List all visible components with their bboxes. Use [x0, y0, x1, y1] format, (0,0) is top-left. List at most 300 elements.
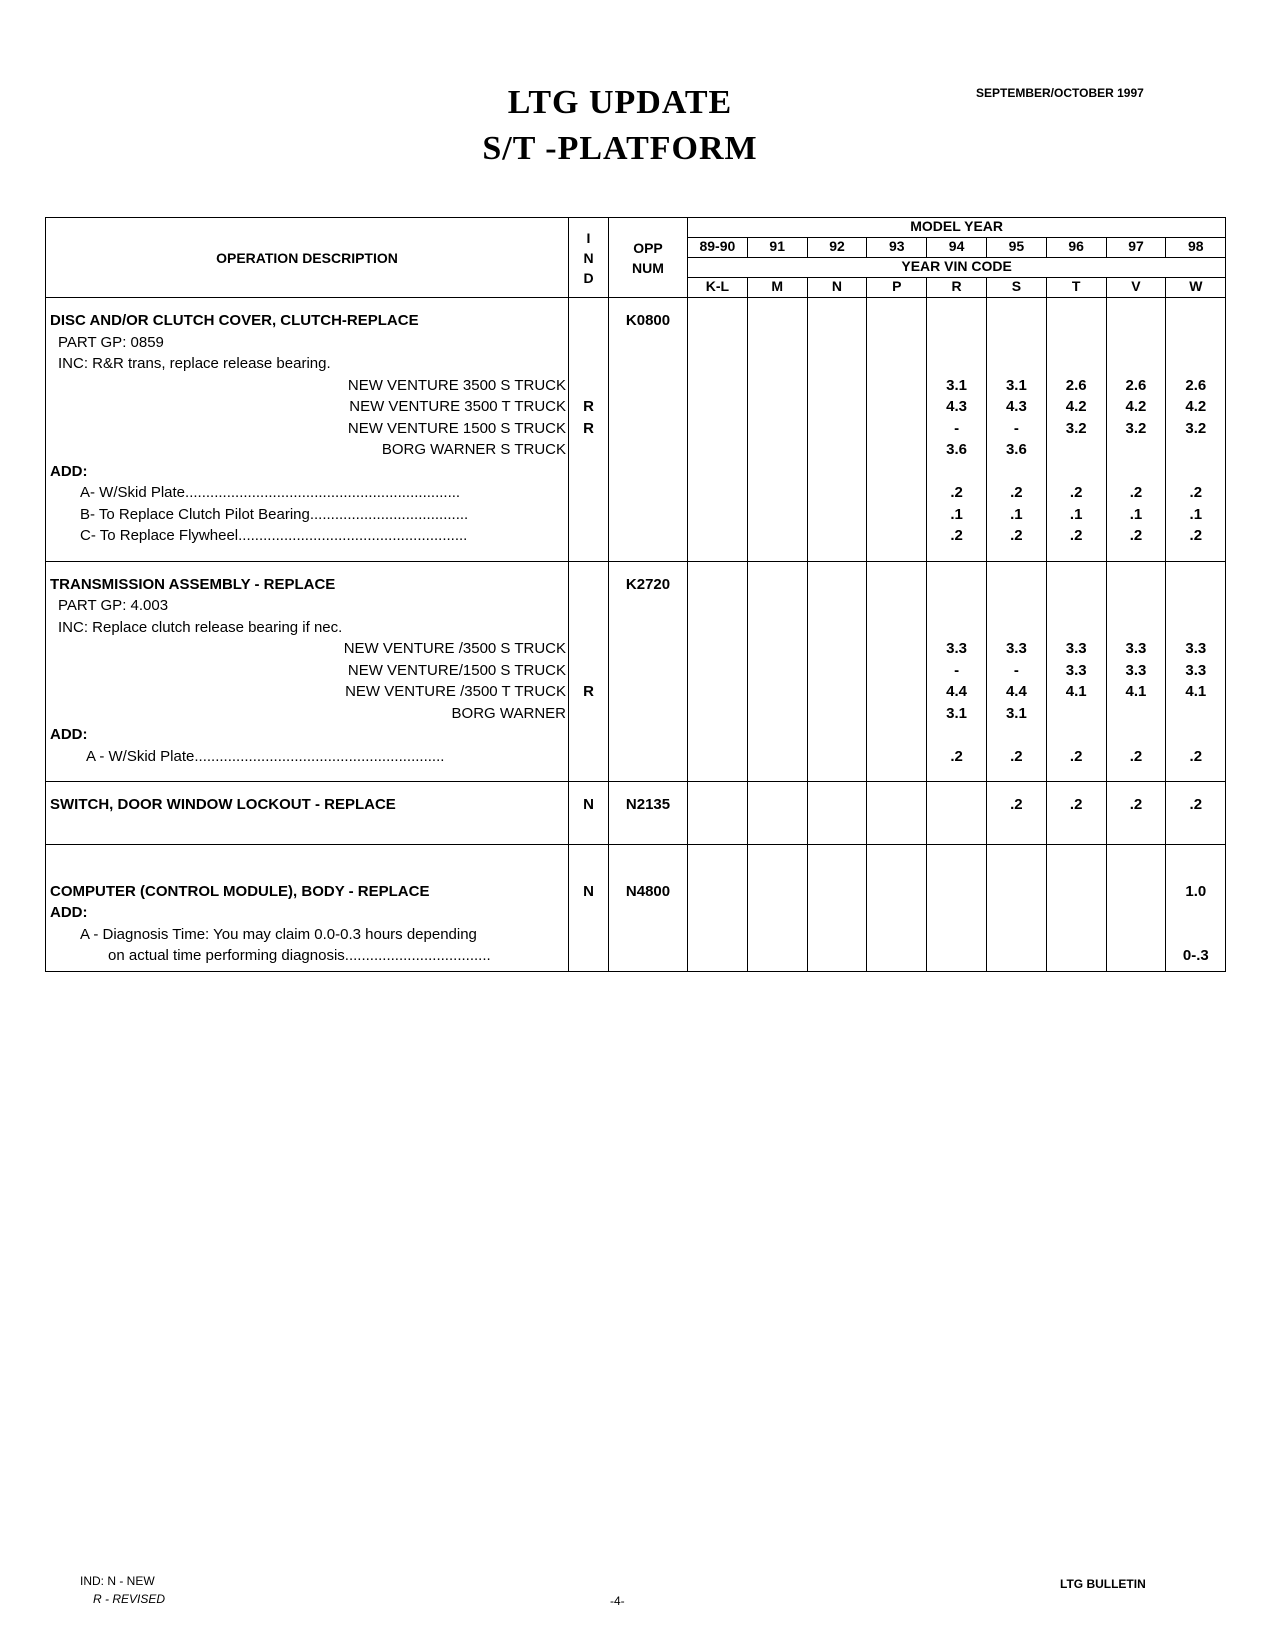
labor-time-value: .2 [950, 484, 963, 501]
labor-time-value [1047, 902, 1106, 924]
labor-time-value: 3.2 [1185, 419, 1207, 437]
labor-time-value [1047, 703, 1106, 725]
page-number: -4- [610, 1594, 625, 1608]
labor-time-value: 4.2 [1185, 398, 1207, 415]
opp-num [609, 617, 687, 639]
labor-time-value [1107, 439, 1166, 461]
labor-time-value: 3.2 [1065, 419, 1087, 437]
ind-flag: R [583, 419, 594, 437]
labor-time-value: .2 [1189, 747, 1203, 765]
labor-time-value [1047, 881, 1106, 903]
description-line: A- W/Skid Plate.................................................................. [80, 484, 461, 501]
header-vin-4: R [927, 278, 987, 298]
labor-time-value: 4.1 [1185, 683, 1207, 700]
header-year-6: 96 [1046, 238, 1106, 258]
labor-time-value [688, 525, 747, 547]
ind-flag [569, 461, 608, 483]
header-vin-7: V [1106, 278, 1166, 298]
labor-time-value [748, 439, 807, 461]
ind-cell [569, 298, 609, 562]
labor-time-value [987, 617, 1046, 639]
labor-time-value [808, 332, 867, 354]
labor-time-value [808, 396, 867, 418]
labor-time-value [987, 310, 1046, 332]
labor-time-cell-89-90 [688, 844, 748, 971]
labor-time-value [927, 310, 986, 332]
labor-time-value [808, 902, 867, 924]
header-vin-1: M [747, 278, 807, 298]
opp-num-cell [609, 844, 688, 971]
labor-time-value [688, 353, 747, 375]
labor-time-cell-98 [1166, 844, 1226, 971]
labor-time-value [808, 617, 867, 639]
ind-flag: N [583, 882, 594, 900]
labor-time-cell-94 [927, 561, 987, 782]
labor-time-value: 3.1 [946, 376, 968, 394]
header-year-0: 89-90 [688, 238, 748, 258]
description-line: BORG WARNER S TRUCK [381, 441, 566, 458]
opp-num [609, 902, 687, 924]
header-operation-description: OPERATION DESCRIPTION [46, 218, 569, 298]
description-line: NEW VENTURE/1500 S TRUCK [347, 661, 566, 679]
description-line: PART GP: 0859 [58, 333, 164, 351]
description-line: C- To Replace Flywheel....................................................... [80, 527, 468, 544]
labor-time-value [808, 310, 867, 332]
opp-num [609, 660, 687, 682]
header-year-4: 94 [927, 238, 987, 258]
labor-time-value: - [954, 661, 960, 679]
labor-time-value: 3.1 [1005, 704, 1027, 722]
labor-time-value: 2.6 [1065, 376, 1087, 394]
labor-time-value [808, 794, 867, 816]
labor-time-value [1166, 332, 1225, 354]
opp-num [609, 746, 687, 768]
labor-time-value [867, 482, 926, 504]
opp-num [609, 703, 687, 725]
labor-time-value [867, 504, 926, 526]
labor-time-value [867, 638, 926, 660]
ind-flag [569, 375, 608, 397]
labor-time-value [808, 461, 867, 483]
labor-time-value [1107, 724, 1166, 746]
labor-time-value [808, 945, 867, 967]
labor-time-value [927, 724, 986, 746]
labor-time-value [927, 924, 986, 946]
labor-time-value [927, 574, 986, 596]
labor-time-value: .2 [1189, 527, 1203, 544]
labor-time-value [688, 375, 747, 397]
labor-time-value [867, 595, 926, 617]
opp-num: K2720 [625, 575, 671, 593]
opp-num [609, 638, 687, 660]
ind-flag [569, 595, 608, 617]
labor-time-value: .2 [1069, 796, 1083, 813]
labor-time-value [748, 396, 807, 418]
labor-time-cell-97 [1106, 782, 1166, 845]
labor-time-value: .2 [1010, 527, 1023, 544]
labor-time-value [867, 617, 926, 639]
opp-num [609, 525, 687, 547]
labor-time-value [1047, 617, 1106, 639]
labor-time-value [688, 332, 747, 354]
opp-num [609, 945, 687, 967]
description-line: DISC AND/OR CLUTCH COVER, CLUTCH-REPLACE [50, 312, 419, 329]
labor-time-value [808, 881, 867, 903]
labor-time-value [808, 574, 867, 596]
labor-time-value [748, 945, 807, 967]
labor-time-value [808, 660, 867, 682]
labor-time-value [867, 375, 926, 397]
labor-operations-table [45, 217, 1226, 972]
labor-time-value [748, 724, 807, 746]
labor-time-value [748, 638, 807, 660]
labor-time-value [748, 310, 807, 332]
labor-time-cell-92 [807, 844, 867, 971]
labor-time-value: .2 [950, 747, 963, 765]
labor-time-value [1107, 595, 1166, 617]
description-line: NEW VENTURE 3500 S TRUCK [347, 376, 566, 394]
labor-time-value: 3.3 [1065, 640, 1087, 657]
labor-time-value [987, 902, 1046, 924]
operation-row [46, 782, 1226, 845]
labor-time-value: .1 [950, 505, 963, 523]
labor-time-value [867, 461, 926, 483]
opp-num-cell [609, 782, 688, 845]
description-line: A - Diagnosis Time: You may claim 0.0-0.3 hours depending [80, 925, 477, 943]
labor-time-value [688, 574, 747, 596]
ind-cell [569, 561, 609, 782]
description-line: NEW VENTURE 3500 T TRUCK [349, 398, 566, 415]
description-line: PART GP: 4.003 [58, 597, 169, 614]
header-ind: I N D [569, 218, 609, 298]
labor-time-value [1047, 945, 1106, 967]
labor-time-value: .2 [1010, 796, 1023, 813]
labor-time-value: .2 [1129, 527, 1143, 544]
labor-time-value: 3.6 [946, 441, 968, 458]
labor-time-value [688, 617, 747, 639]
labor-time-value: 4.2 [1125, 398, 1147, 415]
labor-time-value [748, 703, 807, 725]
labor-time-cell-95 [986, 298, 1046, 562]
labor-time-cell-93 [867, 844, 927, 971]
opp-num: N2135 [625, 796, 671, 813]
opp-num: N4800 [625, 882, 671, 900]
labor-time-value [867, 703, 926, 725]
labor-time-value [1107, 881, 1166, 903]
labor-time-value [808, 924, 867, 946]
ind-flag [569, 924, 608, 946]
opp-num [609, 375, 687, 397]
labor-time-value [1166, 617, 1225, 639]
labor-time-value [1047, 310, 1106, 332]
labor-time-value [808, 375, 867, 397]
labor-time-value [1166, 310, 1225, 332]
header-year-5: 95 [986, 238, 1046, 258]
operation-row [46, 844, 1226, 971]
page-title: LTG UPDATE [507, 84, 733, 121]
labor-time-value [1166, 924, 1225, 946]
labor-time-value [688, 924, 747, 946]
labor-time-value [748, 461, 807, 483]
header-year-7: 97 [1106, 238, 1166, 258]
ind-flag [569, 703, 608, 725]
description-line: INC: R&R trans, replace release bearing. [58, 355, 331, 372]
labor-time-value [987, 945, 1046, 967]
ind-flag [569, 902, 608, 924]
labor-time-cell-93 [867, 782, 927, 845]
labor-time-value [1166, 439, 1225, 461]
labor-time-value: .2 [1069, 747, 1083, 765]
header-vin-0: K-L [688, 278, 748, 298]
labor-time-value: .2 [1129, 484, 1143, 501]
operation-row [46, 298, 1226, 562]
labor-time-value: 3.3 [1185, 640, 1207, 657]
labor-time-value: 1.0 [1185, 882, 1207, 900]
labor-time-value [987, 724, 1046, 746]
header-year-1: 91 [747, 238, 807, 258]
labor-time-value: .1 [1010, 505, 1023, 523]
header-year-3: 93 [867, 238, 927, 258]
ind-flag [569, 310, 608, 332]
issue-date: SEPTEMBER/OCTOBER 1997 [976, 86, 1144, 100]
labor-time-value: 3.3 [1065, 661, 1087, 679]
labor-time-value [867, 396, 926, 418]
labor-time-value [927, 595, 986, 617]
legend-revised: R - REVISED [93, 1592, 166, 1606]
labor-time-value [867, 681, 926, 703]
labor-time-value [748, 418, 807, 440]
labor-time-cell-93 [867, 561, 927, 782]
description-line: on actual time performing diagnosis................................... [108, 947, 491, 964]
description-line: A - W/Skid Plate............................................................ [86, 747, 445, 765]
labor-time-value [1047, 924, 1106, 946]
labor-time-cell-96 [1046, 782, 1106, 845]
labor-time-value [1047, 574, 1106, 596]
description-line: SWITCH, DOOR WINDOW LOCKOUT - REPLACE [50, 796, 396, 813]
labor-time-value [1107, 902, 1166, 924]
operation-description-cell [46, 844, 569, 971]
labor-time-value [748, 617, 807, 639]
labor-time-value: 3.2 [1125, 419, 1147, 437]
labor-time-value: .2 [1010, 484, 1023, 501]
operation-description-cell [46, 561, 569, 782]
labor-time-value [987, 595, 1046, 617]
labor-time-value [927, 881, 986, 903]
labor-time-value: .2 [950, 527, 963, 544]
labor-time-value: 3.3 [1125, 661, 1147, 679]
labor-time-value [808, 418, 867, 440]
labor-time-value [867, 418, 926, 440]
opp-num [609, 595, 687, 617]
labor-time-value [927, 794, 986, 816]
labor-time-value: 3.3 [1005, 640, 1027, 657]
labor-time-cell-92 [807, 782, 867, 845]
labor-time-value [1166, 574, 1225, 596]
labor-time-value: - [1013, 661, 1019, 679]
opp-num: K0800 [625, 312, 671, 329]
labor-time-value [748, 924, 807, 946]
labor-time-value [987, 353, 1046, 375]
labor-time-cell-98 [1166, 298, 1226, 562]
ind-cell [569, 844, 609, 971]
labor-time-value [1107, 332, 1166, 354]
description-line: TRANSMISSION ASSEMBLY - REPLACE [50, 575, 336, 593]
labor-time-value [1047, 353, 1106, 375]
opp-num [609, 396, 687, 418]
labor-time-value [1166, 703, 1225, 725]
ind-flag [569, 332, 608, 354]
header-vin-3: P [867, 278, 927, 298]
labor-time-value [808, 638, 867, 660]
labor-time-value [927, 461, 986, 483]
description-line: NEW VENTURE /3500 S TRUCK [343, 640, 566, 657]
labor-time-value [688, 703, 747, 725]
labor-time-cell-91 [747, 298, 807, 562]
description-line: NEW VENTURE 1500 S TRUCK [347, 419, 566, 437]
opp-num [609, 724, 687, 746]
labor-time-value [1166, 461, 1225, 483]
labor-time-value: 3.1 [1005, 376, 1027, 394]
labor-time-value: 4.3 [1005, 398, 1027, 415]
ind-flag [569, 724, 608, 746]
description-line: ADD: [50, 726, 88, 743]
ind-flag [569, 504, 608, 526]
labor-time-value: 4.2 [1065, 398, 1087, 415]
description-line: B- To Replace Clutch Pilot Bearing...................................... [80, 505, 469, 523]
labor-time-value: .2 [1189, 796, 1203, 813]
labor-time-value: 3.6 [1005, 441, 1027, 458]
labor-time-value: .1 [1069, 505, 1083, 523]
labor-time-value: - [954, 419, 960, 437]
labor-time-value [1107, 574, 1166, 596]
labor-time-value [927, 902, 986, 924]
labor-time-value [927, 353, 986, 375]
labor-time-value [748, 504, 807, 526]
labor-time-value [1166, 902, 1225, 924]
labor-time-cell-91 [747, 782, 807, 845]
header-opp-num: OPP NUM [609, 218, 688, 298]
labor-time-cell-95 [986, 782, 1046, 845]
labor-time-cell-96 [1046, 844, 1106, 971]
labor-time-value [688, 310, 747, 332]
labor-time-value: 4.1 [1125, 683, 1147, 700]
opp-num [609, 924, 687, 946]
ind-flag [569, 482, 608, 504]
labor-time-value [927, 617, 986, 639]
labor-time-value [1107, 461, 1166, 483]
ind-flag [569, 574, 608, 596]
labor-time-cell-92 [807, 298, 867, 562]
description-line: ADD: [50, 904, 88, 921]
labor-time-cell-94 [927, 782, 987, 845]
labor-time-value [867, 353, 926, 375]
labor-time-value [688, 945, 747, 967]
header-model-year: MODEL YEAR [688, 218, 1226, 238]
labor-time-value [927, 945, 986, 967]
labor-time-value [867, 746, 926, 768]
labor-time-value [808, 439, 867, 461]
labor-time-value [688, 681, 747, 703]
labor-time-value [1047, 332, 1106, 354]
labor-time-value [748, 681, 807, 703]
labor-time-cell-95 [986, 561, 1046, 782]
labor-time-value [1107, 945, 1166, 967]
labor-time-value [748, 525, 807, 547]
labor-time-value [748, 902, 807, 924]
opp-num [609, 482, 687, 504]
labor-time-value [688, 396, 747, 418]
labor-time-value [1166, 353, 1225, 375]
labor-time-value [808, 353, 867, 375]
labor-time-value [1107, 703, 1166, 725]
opp-num [609, 461, 687, 483]
labor-time-value [1047, 439, 1106, 461]
labor-time-value: 3.3 [1125, 640, 1147, 657]
labor-time-value [688, 881, 747, 903]
labor-time-value [808, 482, 867, 504]
labor-time-value [867, 310, 926, 332]
labor-time-value [808, 703, 867, 725]
labor-time-value [987, 461, 1046, 483]
labor-time-value [748, 574, 807, 596]
labor-time-value [1107, 353, 1166, 375]
ind-flag: R [583, 683, 594, 700]
opp-num [609, 504, 687, 526]
ind-flag [569, 660, 608, 682]
ind-flag: R [583, 398, 594, 415]
opp-num [609, 681, 687, 703]
header-vin-2: N [807, 278, 867, 298]
labor-time-value: 2.6 [1185, 376, 1207, 394]
labor-time-value [867, 439, 926, 461]
labor-time-value [867, 525, 926, 547]
labor-time-value [867, 724, 926, 746]
labor-time-value [688, 595, 747, 617]
labor-time-value [808, 724, 867, 746]
labor-time-value: - [1013, 419, 1019, 437]
labor-time-value [867, 660, 926, 682]
labor-time-value: 2.6 [1125, 376, 1147, 394]
labor-time-value [1166, 595, 1225, 617]
labor-time-value [688, 638, 747, 660]
labor-time-value: 3.3 [946, 640, 968, 657]
labor-time-value [688, 660, 747, 682]
labor-time-value [1047, 724, 1106, 746]
labor-time-value: .1 [1129, 505, 1143, 523]
labor-time-value [688, 902, 747, 924]
ind-flag [569, 617, 608, 639]
labor-time-value [987, 574, 1046, 596]
labor-time-cell-95 [986, 844, 1046, 971]
labor-time-value [867, 902, 926, 924]
labor-time-value: 4.4 [946, 683, 968, 700]
labor-time-value [688, 724, 747, 746]
labor-time-value [748, 332, 807, 354]
labor-time-value: .2 [1129, 747, 1143, 765]
operation-description-cell [46, 782, 569, 845]
labor-time-value: 4.1 [1065, 683, 1087, 700]
header-vin-6: T [1046, 278, 1106, 298]
labor-time-value [1107, 924, 1166, 946]
labor-time-value: 3.3 [1185, 661, 1207, 679]
opp-num [609, 353, 687, 375]
labor-time-value [808, 746, 867, 768]
opp-num [609, 418, 687, 440]
labor-time-value [1047, 461, 1106, 483]
opp-num [609, 332, 687, 354]
labor-time-value: 4.4 [1005, 683, 1027, 700]
labor-time-value [808, 681, 867, 703]
